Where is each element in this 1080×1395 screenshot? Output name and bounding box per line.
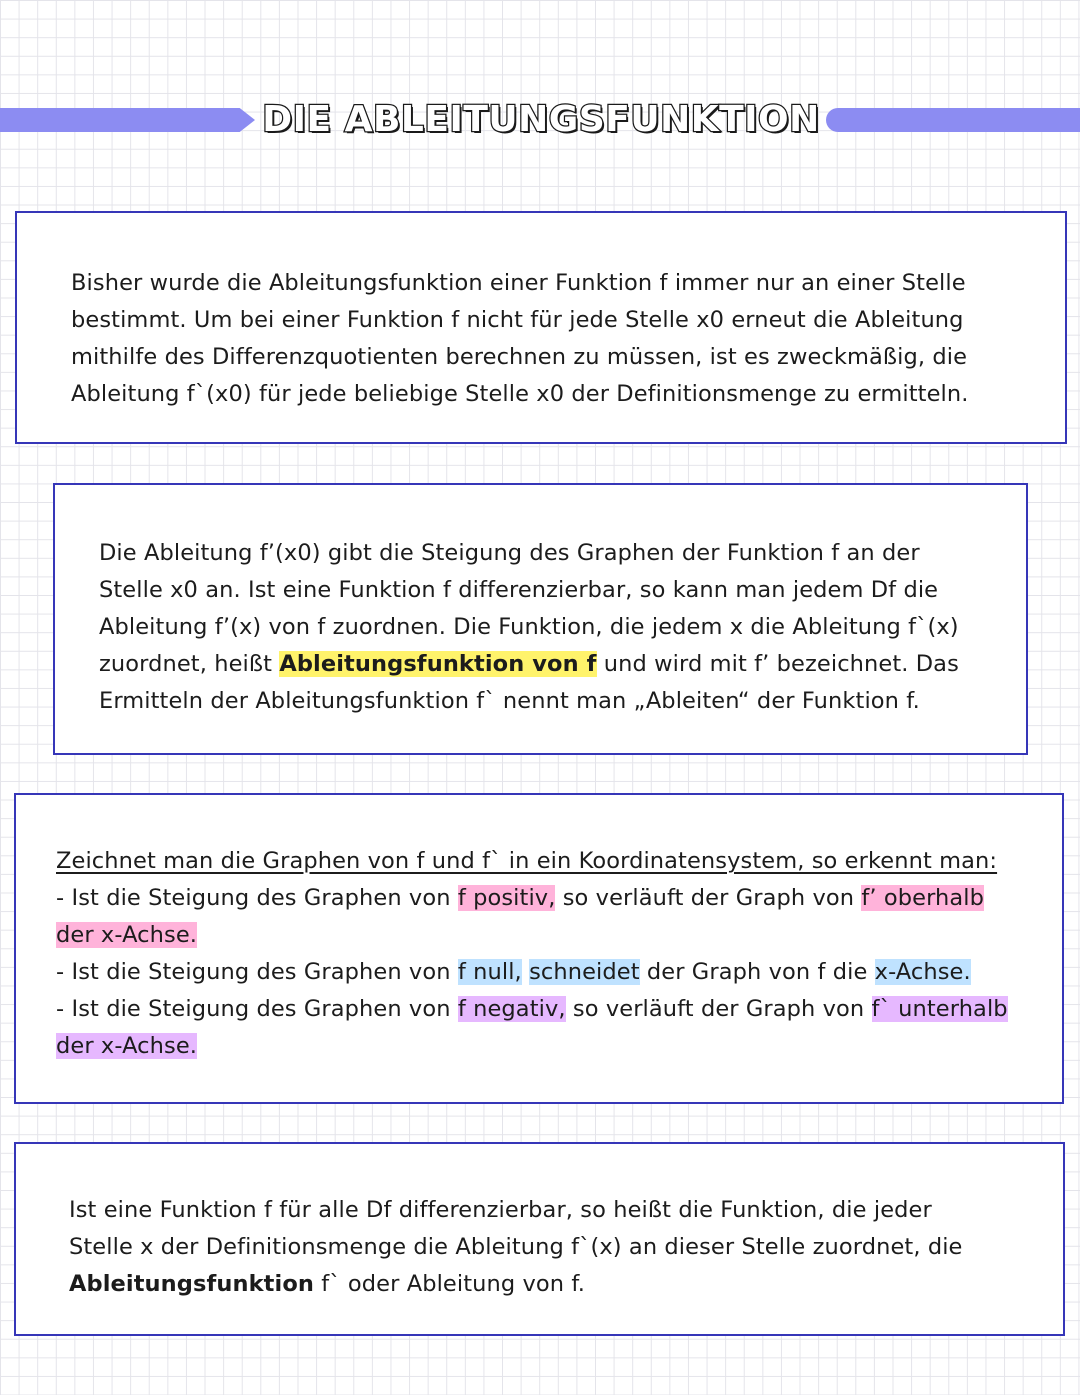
intro-line-2: bestimmt. Um bei einer Funktion f nicht für jede Stelle x0 erneut die Ableitung xyxy=(71,307,964,333)
bullet-positive-cont xyxy=(56,917,1062,954)
bullet-negative-mid: so verläuft der Graph von xyxy=(565,996,872,1022)
highlight-f-positiv: f positiv, xyxy=(457,885,556,911)
bullet-null-pre: - Ist die Steigung des Graphen von xyxy=(56,959,458,985)
summary-line-1: Ist eine Funktion f für alle Df differenzierbar, so heißt die Funktion, die jeder xyxy=(69,1197,932,1223)
bullet-null xyxy=(56,954,1062,991)
summary-line-3 xyxy=(69,1266,1063,1303)
title-accent-right xyxy=(826,108,1080,132)
highlight-der-x-achse-pink: der x-Achse. xyxy=(56,922,198,948)
bullet-positive-pre: - Ist die Steigung des Graphen von xyxy=(56,885,458,911)
highlight-schneidet: schneidet xyxy=(529,959,640,985)
highlight-ableitungsfunktion: Ableitungsfunktion von f xyxy=(279,651,597,677)
intro-line-4: Ableitung f`(x0) für jede beliebige Stelle x0 der Definitionsmenge zu ermitteln. xyxy=(71,381,969,407)
definition-line-4 xyxy=(99,646,1026,683)
highlight-f-null: f null, xyxy=(457,959,522,985)
summary-line-2: Stelle x der Definitionsmenge die Ableitung f`(x) an dieser Stelle zuordnet, die xyxy=(69,1234,963,1260)
bullet-negative-cont xyxy=(56,1028,1062,1065)
definition-line-4-pre: zuordnet, heißt xyxy=(99,651,280,677)
highlight-der-x-achse-purple: der x-Achse. xyxy=(56,1033,198,1059)
definition-line-3: Ableitung f’(x) von f zuordnen. Die Funktion, die jedem x die Ableitung f`(x) xyxy=(99,614,959,640)
summary-box xyxy=(14,1142,1065,1336)
definition-line-2: Stelle x0 an. Ist eine Funktion f differenzierbar, so kann man jedem Df die xyxy=(99,577,939,603)
bullet-null-mid: der Graph von f die xyxy=(639,959,875,985)
bullet-positive-mid: so verläuft der Graph von xyxy=(555,885,862,911)
bullet-negative xyxy=(56,991,1062,1028)
summary-line-3-post: f` oder Ableitung von f. xyxy=(314,1271,586,1297)
intro-box xyxy=(15,211,1067,444)
page-title: DIE ABLEITUNGSFUNKTION xyxy=(262,99,820,140)
highlight-f-negativ: f negativ, xyxy=(457,996,566,1022)
definition-line-5: Ermitteln der Ableitungsfunktion f` nennt man „Ableiten“ der Funktion f. xyxy=(99,688,920,714)
title-bar xyxy=(0,98,1080,142)
highlight-unterhalb: f` unterhalb xyxy=(871,996,1008,1022)
intro-line-3: mithilfe des Differenzquotienten berechnen zu müssen, ist es zweckmäßig, die xyxy=(71,344,968,370)
graph-relation-intro: Zeichnet man die Graphen von f und f` in ein Koordinatensystem, so erkennt man: xyxy=(56,848,998,874)
summary-bold-term: Ableitungsfunktion xyxy=(69,1271,315,1297)
highlight-oberhalb: f’ oberhalb xyxy=(861,885,985,911)
highlight-x-achse-blue: x-Achse. xyxy=(874,959,971,985)
graph-relation-box xyxy=(14,793,1064,1104)
definition-line-1: Die Ableitung f’(x0) gibt die Steigung des Graphen der Funktion f an der xyxy=(99,540,920,566)
definition-line-4-post: und wird mit f’ bezeichnet. Das xyxy=(596,651,959,677)
bullet-negative-pre: - Ist die Steigung des Graphen von xyxy=(56,996,458,1022)
bullet-null-space xyxy=(522,959,529,985)
definition-box xyxy=(53,483,1028,755)
title-accent-left xyxy=(0,108,255,132)
intro-line-1: Bisher wurde die Ableitungsfunktion einer Funktion f immer nur an einer Stelle xyxy=(71,270,966,296)
bullet-positive xyxy=(56,880,1062,917)
